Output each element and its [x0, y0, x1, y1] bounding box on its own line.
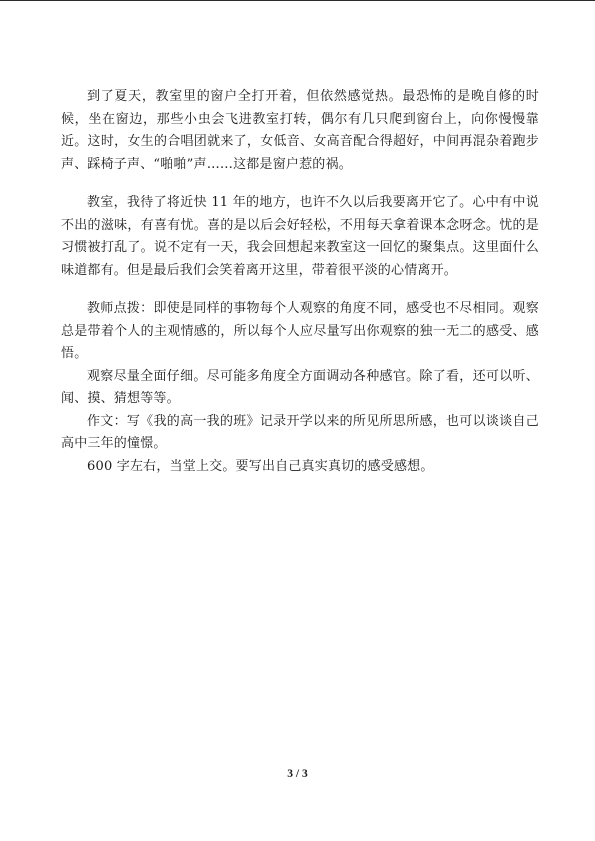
paragraph-leaving-classroom: 教室，我待了将近快 11 年的地方，也许不久以后我要离开它了。心中有中说不出的滋味，有喜有忧。喜的是以后会好轻松，不用每天拿着课本念呀念。忧的是习惯被打乱了。说不定有一天，我会回想起来教室这一回忆的聚集点。这里面什么味道都有。但是最后我们会笑着离开这里，带着很平淡的心情离开。	[61, 195, 539, 278]
header-rule	[0, 0, 595, 1]
paragraph-observation-advice: 观察尽量全面仔细。尽可能多角度全方面调动各种感官。除了看，还可以听、闻、摸、猜想等等。	[61, 368, 539, 406]
paragraph-teacher-tip: 教师点拨：即使是同样的事物每个人观察的角度不同，感受也不尽相同。观察总是带着个人的主观情感的，所以每个人应尽量写出你观察的独一无二的感受、感悟。	[61, 301, 539, 361]
page-number: 3 / 3	[287, 768, 308, 780]
paragraph-essay-assignment: 作文：写《我的高一我的班》记录开学以来的所见所思所感，也可以谈谈自己高中三年的憧憬。	[61, 413, 539, 451]
paragraph-word-count: 600 字左右，当堂上交。要写出自己真实真切的感受感想。	[87, 458, 434, 474]
document-body	[61, 86, 539, 478]
paragraph-summer-classroom: 到了夏天，教室里的窗户全打开着，但依然感觉热。最恐怖的是晚自修的时候，坐在窗边，那些小虫会飞进教室打转，偶尔有几只爬到窗台上，向你慢慢靠近。这时，女生的合唱团就来了，女低音、女高音配合得超好，中间再混杂着跑步声、踩椅子声、“啪啪”声……这都是窗户惹的祸。	[61, 89, 539, 172]
